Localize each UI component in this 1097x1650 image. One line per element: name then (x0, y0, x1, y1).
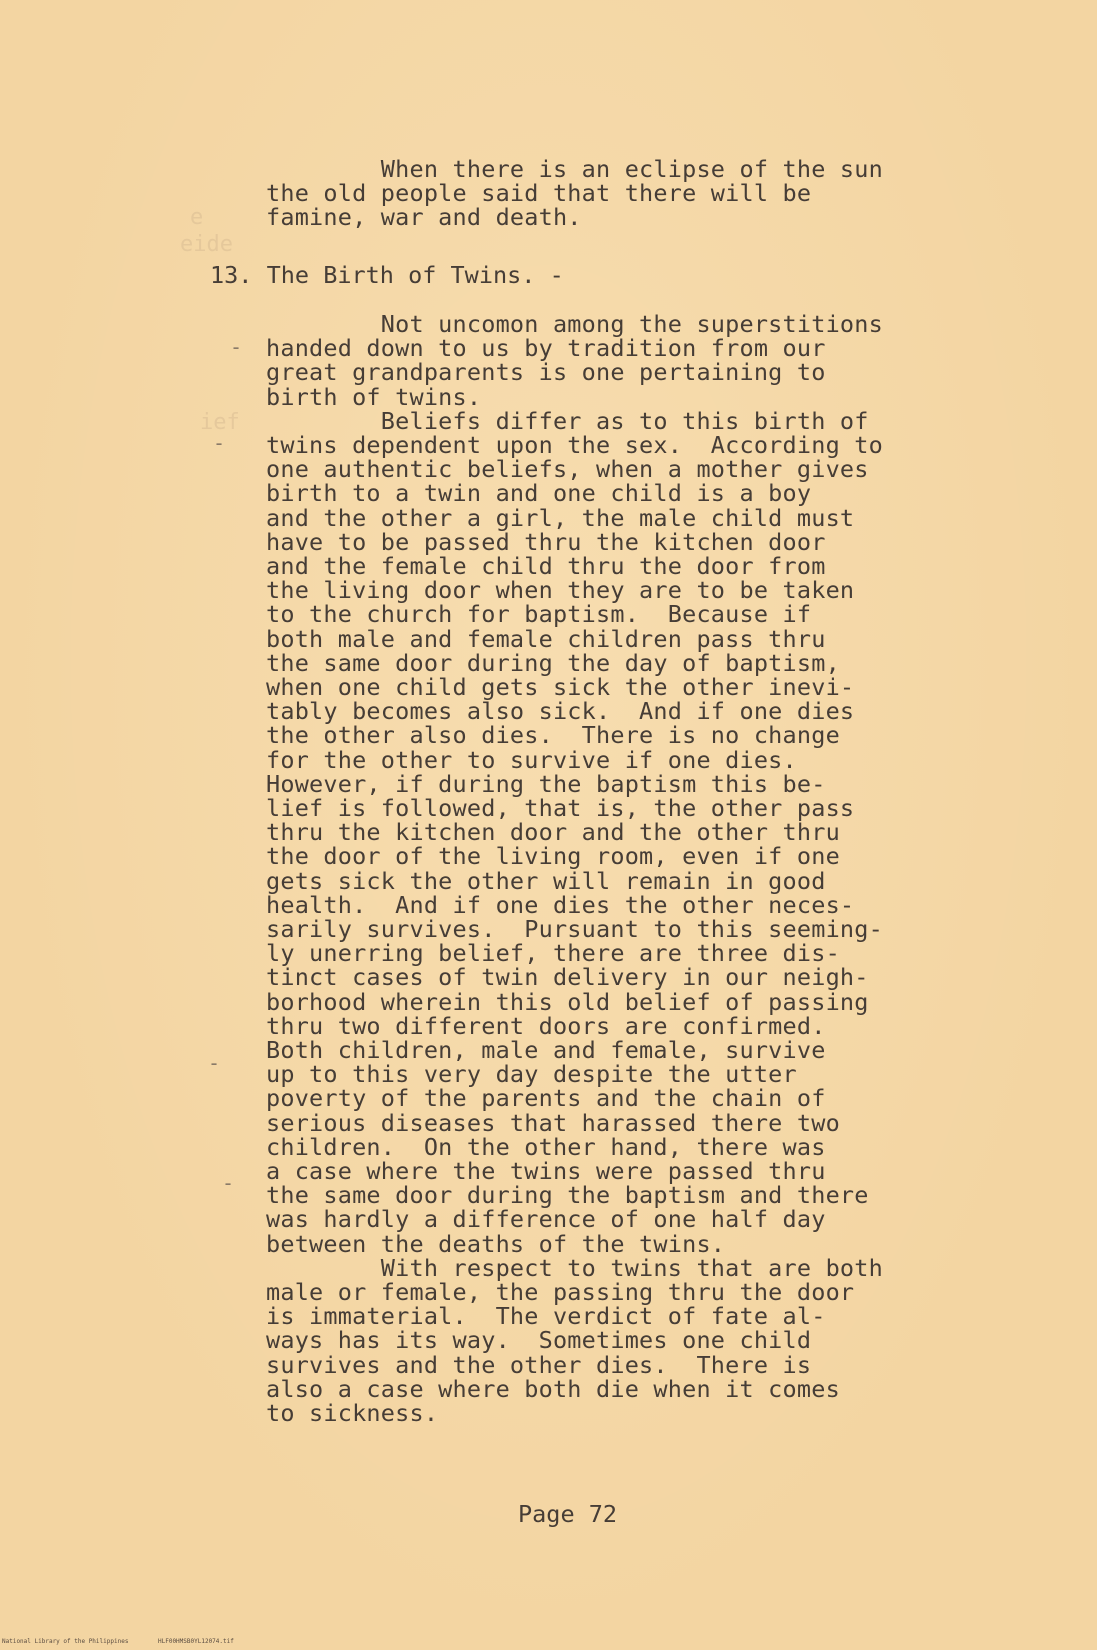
bleed-through-mark: e (190, 205, 204, 230)
text-line: one authentic beliefs, when a mother gives (266, 455, 869, 484)
margin-dash-mark: - (230, 335, 243, 359)
text-line: both male and female children pass thru (266, 624, 826, 653)
text-line: birth of twins. (266, 382, 482, 411)
text-line: when one child gets sick the other inevi- (266, 673, 855, 701)
text-line: for the other to survive if one dies. (266, 745, 797, 774)
text-line: to the church for baptism. Because if (266, 600, 812, 629)
text-line: Not uncomon among the superstitions (266, 310, 883, 338)
text-line: between the deaths of the twins. (266, 1229, 726, 1258)
text-line: and the female child thru the door from (266, 552, 826, 580)
text-line: survives and the other dies. There is (266, 1350, 812, 1379)
text-line: poverty of the parents and the chain of (266, 1084, 826, 1113)
text-line: children. On the other hand, there was (266, 1132, 826, 1161)
text-line: to sickness. (266, 1399, 439, 1427)
text-line: ways has its way. Sometimes one child (266, 1326, 812, 1355)
text-line: the old people said that there will be (266, 179, 812, 208)
text-line: Beliefs differ as to this birth of (266, 406, 869, 435)
text-line: tinct cases of twin delivery in our neigh- (266, 963, 869, 992)
text-line: the other also dies. There is no change (266, 721, 840, 750)
text-line: male or female, the passing thru the door (266, 1278, 855, 1306)
margin-dash-mark: - (208, 1051, 221, 1075)
text-line: also a case where both die when it comes (266, 1374, 840, 1403)
section-number: 13. (210, 261, 253, 289)
text-line: up to this very day despite the utter (266, 1060, 797, 1089)
text-line: ly unerring belief, there are three dis- (266, 939, 840, 968)
text-line: is immaterial. The verdict of fate al- (266, 1302, 826, 1331)
file-id-stamp: HLF00HMSB0YL12074.tif (158, 1638, 234, 1645)
text-line: have to be passed thru the kitchen door (266, 527, 826, 556)
library-stamp: National Library of the Philippines (2, 1638, 129, 1645)
margin-dash-mark: - (222, 1171, 235, 1195)
text-line: birth to a twin and one child is a boy (266, 479, 812, 508)
text-line: borhood wherein this old belief of passing (266, 987, 869, 1016)
page-number: Page 72 (518, 1500, 618, 1528)
section-heading (210, 263, 564, 288)
text-line: When there is an eclipse of the sun (266, 155, 883, 183)
text-line: thru two different doors are confirmed. (266, 1011, 826, 1040)
text-line: health. And if one dies the other neces- (266, 890, 855, 919)
text-line: lief is followed, that is, the other pass (266, 794, 855, 822)
text-line: the living door when they are to be taken (266, 576, 855, 605)
margin-dash-mark: - (213, 431, 226, 455)
text-line: the door of the living room, even if one (266, 842, 840, 871)
text-line: tably becomes also sick. And if one dies (266, 697, 855, 726)
text-line: gets sick the other will remain in good (266, 866, 826, 895)
text-line: the same door during the day of baptism, (266, 648, 840, 677)
bleed-through-mark: ief (200, 410, 240, 435)
text-line: the same door during the baptism and there (266, 1181, 869, 1210)
text-line: serious diseases that harassed there two (266, 1108, 840, 1137)
section-title: The Birth of Twins. - (266, 261, 564, 289)
text-line: and the other a girl, the male child must (266, 503, 855, 532)
text-line: great grandparents is one pertaining to (266, 358, 826, 387)
text-line: Both children, male and female, survive (266, 1036, 826, 1064)
text-line: With respect to twins that are both (266, 1253, 883, 1282)
text-line: handed down to us by tradition from our (266, 334, 826, 363)
bleed-through-mark: eide (180, 232, 233, 257)
text-line: thru the kitchen door and the other thru (266, 818, 840, 847)
text-line: was hardly a difference of one half day (266, 1205, 826, 1234)
text-line: a case where the twins were passed thru (266, 1157, 826, 1185)
text-line: However, if during the baptism this be- (266, 769, 826, 798)
text-line: famine, war and death. (266, 203, 582, 232)
text-line: sarily survives. Pursuant to this seeming- (266, 915, 883, 943)
text-line: twins dependent upon the sex. According to (266, 431, 883, 459)
